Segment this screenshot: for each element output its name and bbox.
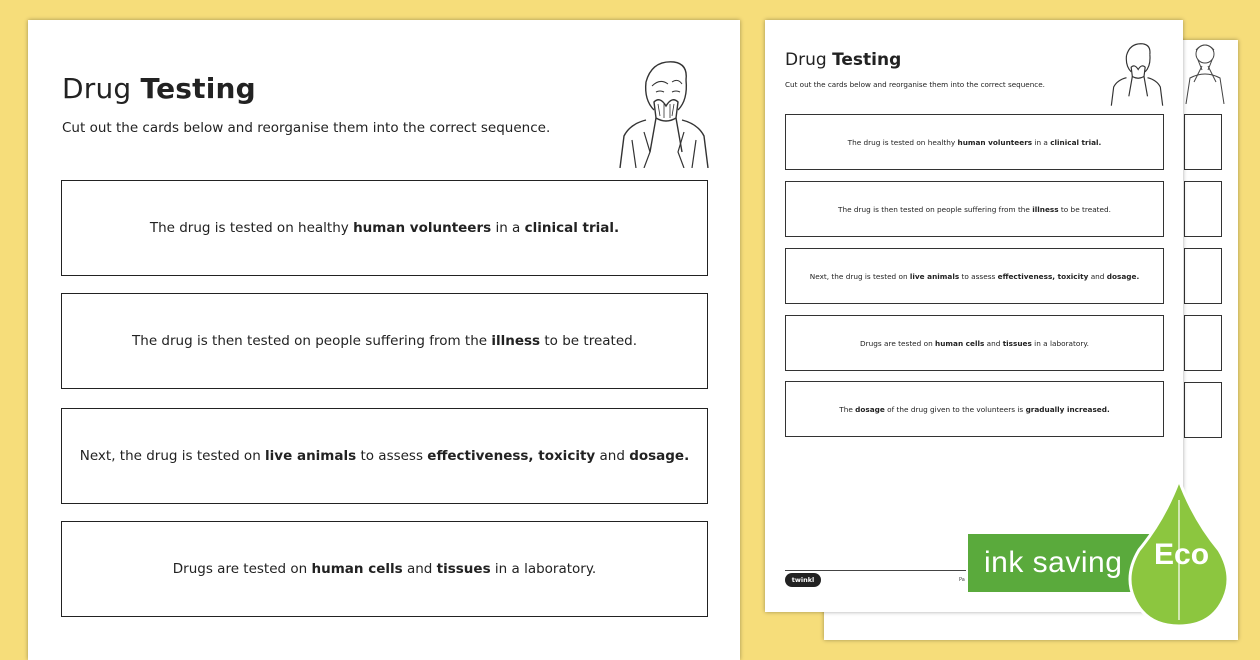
card-text — [810, 272, 1139, 281]
card-text-plain: Drugs are tested on — [172, 561, 312, 577]
card-text-bold: effectiveness, toxicity — [427, 448, 596, 464]
card-text-bold: clinical trial. — [1050, 137, 1102, 147]
back-card-3 — [1184, 248, 1222, 304]
card-text-plain: in a laboratory. — [490, 561, 597, 577]
card-text-plain: The drug is tested on healthy — [149, 220, 354, 236]
card-text-plain: and — [1088, 271, 1107, 281]
card-small-1 — [785, 114, 1164, 170]
card-text — [839, 405, 1109, 414]
card-text-plain: Drugs are tested on — [860, 338, 936, 348]
card-text — [860, 339, 1089, 348]
card-text-bold: tissues — [436, 561, 491, 577]
page-title — [62, 72, 256, 105]
ink-saving-eco-badge — [966, 480, 1250, 630]
card-3 — [61, 408, 708, 504]
worksheet-large-preview — [28, 20, 740, 660]
card-4 — [61, 521, 708, 617]
back-card-2 — [1184, 181, 1222, 237]
card-text-bold: live animals — [265, 448, 357, 464]
card-small-3 — [785, 248, 1164, 304]
card-text-bold: live animals — [909, 271, 960, 281]
card-text-bold: effectiveness, toxicity — [997, 271, 1089, 281]
back-card-5 — [1184, 382, 1222, 438]
card-text-bold: human cells — [311, 561, 403, 577]
card-text-bold: tissues — [1002, 338, 1032, 348]
card-text-plain: Next, the drug is tested on — [809, 271, 910, 281]
instructions-small: Cut out the cards below and reorganise them into the correct sequence. — [785, 80, 1045, 89]
ink-saving-label: ink saving — [984, 546, 1123, 579]
card-text-plain: The drug is then tested on people suffering from the — [838, 204, 1033, 214]
card-text-plain: The — [839, 404, 856, 414]
card-small-5 — [785, 381, 1164, 437]
card-text-bold: clinical trial. — [524, 220, 620, 236]
card-text-plain: and — [984, 338, 1003, 348]
person-sneezing-illustration — [1180, 40, 1230, 104]
card-text — [848, 138, 1102, 147]
card-text-bold: illness — [1032, 204, 1059, 214]
card-text — [838, 205, 1111, 214]
card-small-2 — [785, 181, 1164, 237]
card-text-plain: The drug is tested on healthy — [847, 137, 958, 147]
twinkl-logo: twinkl — [785, 573, 821, 587]
card-1 — [61, 180, 708, 276]
card-text-plain: in a — [1032, 137, 1051, 147]
card-text-plain: to assess — [959, 271, 998, 281]
card-text-bold: human volunteers — [353, 220, 492, 236]
person-sneezing-illustration — [1109, 40, 1165, 106]
card-text-plain: in a laboratory. — [1031, 338, 1089, 348]
back-card-4 — [1184, 315, 1222, 371]
instructions: Cut out the cards below and reorganise them into the correct sequence. — [62, 120, 551, 136]
page-title-small — [785, 50, 901, 70]
eco-label: Eco — [1154, 538, 1210, 571]
card-text-plain: of the drug given to the volunteers is — [884, 404, 1026, 414]
footer-page-label: Pa — [959, 577, 965, 583]
card-text-plain: to be treated. — [540, 333, 637, 349]
card-text-bold: dosage. — [629, 448, 690, 464]
back-card-1 — [1184, 114, 1222, 170]
card-text-plain: to assess — [356, 448, 428, 464]
title-bold-small: Testing — [832, 50, 902, 70]
card-text-plain: in a — [491, 220, 525, 236]
card-text-plain: Next, the drug is tested on — [79, 448, 266, 464]
card-text-plain: to be treated. — [1058, 204, 1111, 214]
title-bold: Testing — [140, 72, 256, 105]
card-text-plain: and — [595, 448, 630, 464]
card-text-plain: The drug is then tested on people suffering from the — [132, 333, 492, 349]
card-text-bold: human volunteers — [957, 137, 1033, 147]
card-text-bold: dosage — [855, 404, 885, 414]
title-plain: Drug — [62, 72, 132, 105]
card-text-bold: dosage. — [1106, 271, 1140, 281]
card-small-4 — [785, 315, 1164, 371]
card-text — [80, 448, 689, 464]
card-text-bold: human cells — [935, 338, 985, 348]
card-text-bold: illness — [491, 333, 541, 349]
person-sneezing-illustration — [616, 56, 712, 168]
card-text — [173, 561, 596, 577]
title-plain-small: Drug — [785, 50, 827, 70]
card-text — [150, 220, 619, 236]
card-text — [132, 333, 637, 349]
card-2 — [61, 293, 708, 389]
card-text-bold: gradually increased. — [1025, 404, 1110, 414]
card-text-plain: and — [402, 561, 437, 577]
